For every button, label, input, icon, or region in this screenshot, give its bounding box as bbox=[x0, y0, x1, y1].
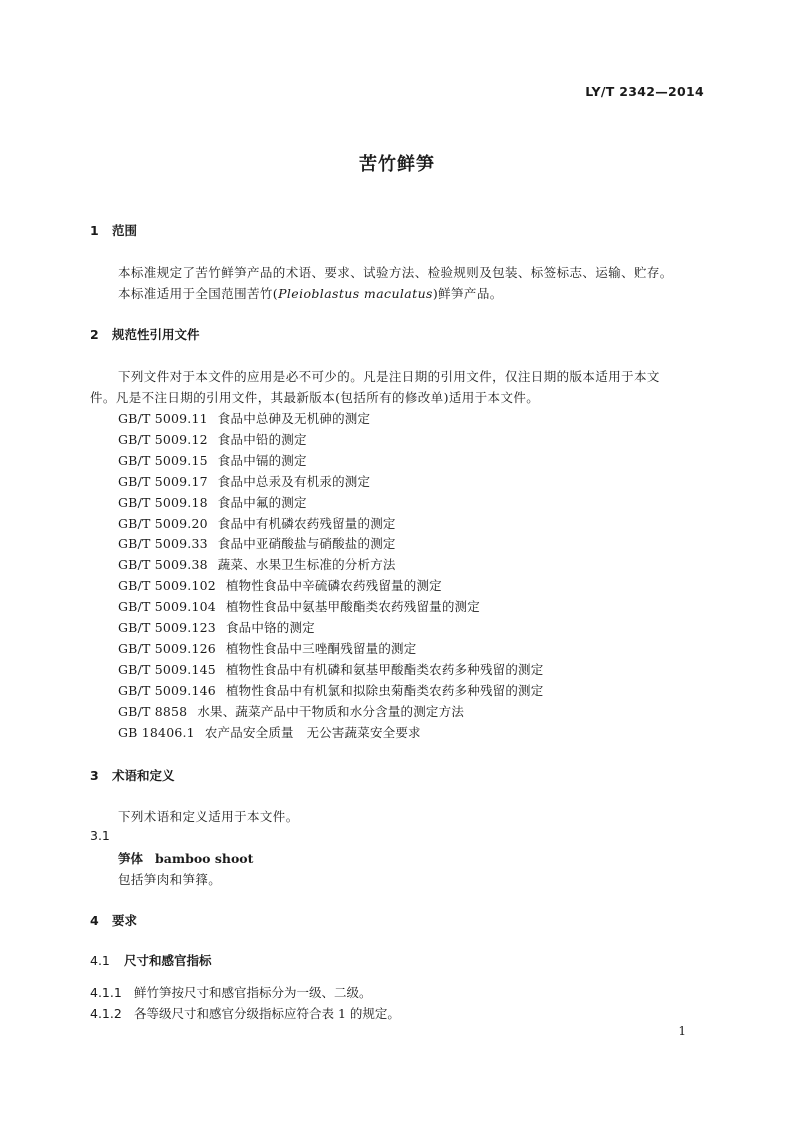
references-intro-line-1: 下列文件对于本文件的应用是必不可少的。凡是注日期的引用文件，仅注日期的版本适用于本文 bbox=[118, 369, 660, 384]
reference-item bbox=[118, 576, 442, 594]
reference-code: GB/T 5009.12 bbox=[118, 431, 208, 447]
reference-code: GB/T 5009.17 bbox=[118, 473, 208, 489]
reference-item bbox=[118, 430, 307, 448]
subsection-title: 尺寸和感官指标 bbox=[124, 953, 212, 968]
scope-text-pre: 本标准适用于全国范围苦竹( bbox=[118, 286, 279, 301]
section-number: 3 bbox=[90, 768, 99, 783]
term-english: bamboo shoot bbox=[155, 851, 254, 866]
reference-item bbox=[118, 681, 543, 699]
reference-title: 食品中总汞及有机汞的测定 bbox=[217, 473, 371, 489]
section-4-heading bbox=[90, 911, 137, 929]
reference-item bbox=[118, 597, 480, 615]
term-number: 3.1 bbox=[90, 828, 110, 843]
reference-title: 食品中总砷及无机砷的测定 bbox=[217, 411, 371, 426]
scope-paragraph-2 bbox=[118, 284, 503, 302]
section-number: 4 bbox=[90, 913, 99, 928]
subsection-4-1-heading bbox=[90, 951, 212, 969]
scope-text-post: )鲜笋产品。 bbox=[432, 286, 503, 301]
clause-number: 4.1.2 bbox=[90, 1006, 122, 1021]
subsection-number: 4.1 bbox=[90, 953, 110, 968]
clause-text: 鲜竹笋按尺寸和感官指标分为一级、二级。 bbox=[134, 985, 372, 1000]
reference-code: GB/T 5009.38 bbox=[118, 557, 208, 573]
page-number: 1 bbox=[678, 1024, 686, 1038]
reference-item bbox=[118, 723, 421, 741]
reference-item bbox=[118, 409, 370, 427]
terms-intro: 下列术语和定义适用于本文件。 bbox=[118, 809, 299, 824]
reference-title: 蔬菜、水果卫生标准的分析方法 bbox=[217, 557, 396, 573]
reference-title: 水果、蔬菜产品中干物质和水分含量的测定方法 bbox=[197, 703, 465, 719]
reference-code: GB/T 5009.145 bbox=[118, 661, 216, 677]
reference-code: GB/T 5009.104 bbox=[118, 599, 216, 615]
reference-title: 植物性食品中有机磷和氨基甲酸酯类农药多种残留的测定 bbox=[225, 661, 544, 677]
scope-paragraph-1: 本标准规定了苦竹鲜笋产品的术语、要求、试验方法、检验规则及包装、标签标志、运输、贮存。 bbox=[118, 265, 673, 280]
section-1-heading bbox=[90, 221, 137, 239]
reference-title: 植物性食品中三唑酮残留量的测定 bbox=[225, 640, 417, 656]
reference-title: 食品中氟的测定 bbox=[217, 494, 307, 510]
reference-title: 食品中有机磷农药残留量的测定 bbox=[217, 515, 396, 531]
reference-code: GB/T 5009.15 bbox=[118, 452, 208, 468]
section-number: 2 bbox=[90, 327, 99, 342]
standard-number: LY/T 2342—2014 bbox=[585, 84, 704, 99]
reference-title: 食品中亚硝酸盐与硝酸盐的测定 bbox=[217, 536, 396, 552]
reference-code: GB/T 5009.11 bbox=[118, 411, 208, 426]
section-3-heading bbox=[90, 766, 175, 784]
clause-4-1-2 bbox=[90, 1004, 400, 1022]
reference-code: GB/T 5009.20 bbox=[118, 515, 208, 531]
reference-item bbox=[118, 639, 416, 657]
reference-item bbox=[118, 555, 396, 573]
section-title: 规范性引用文件 bbox=[112, 327, 200, 342]
section-title: 要求 bbox=[112, 913, 138, 928]
term-chinese: 笋体 bbox=[118, 851, 144, 866]
clause-number: 4.1.1 bbox=[90, 985, 122, 1000]
section-title: 范围 bbox=[112, 223, 138, 238]
references-intro-line-2: 件。凡是不注日期的引用文件，其最新版本(包括所有的修改单)适用于本文件。 bbox=[90, 390, 540, 405]
reference-code: GB/T 5009.18 bbox=[118, 494, 208, 510]
reference-title: 食品中铅的测定 bbox=[217, 431, 307, 447]
term-definition: 包括笋肉和笋箨。 bbox=[118, 872, 222, 887]
reference-code: GB/T 5009.102 bbox=[118, 578, 216, 594]
reference-title: 农产品安全质量 无公害蔬菜安全要求 bbox=[204, 724, 421, 740]
section-title: 术语和定义 bbox=[112, 768, 175, 783]
reference-title: 植物性食品中氨基甲酸酯类农药残留量的测定 bbox=[225, 599, 480, 615]
reference-item bbox=[118, 702, 464, 720]
reference-item bbox=[118, 493, 307, 511]
latin-name: Pleioblastus maculatus bbox=[278, 286, 433, 301]
reference-item bbox=[118, 534, 396, 552]
clause-4-1-1 bbox=[90, 983, 372, 1001]
section-number: 1 bbox=[90, 223, 99, 238]
reference-code: GB/T 5009.126 bbox=[118, 640, 216, 656]
reference-code: GB 18406.1 bbox=[118, 724, 195, 740]
reference-title: 植物性食品中辛硫磷农药残留量的测定 bbox=[225, 578, 442, 594]
reference-item bbox=[118, 514, 396, 532]
clause-text: 各等级尺寸和感官分级指标应符合表 1 的规定。 bbox=[134, 1006, 400, 1021]
reference-title: 食品中铬的测定 bbox=[225, 620, 315, 635]
document-title: 苦竹鲜笋 bbox=[359, 154, 435, 175]
reference-item bbox=[118, 472, 370, 490]
term-entry bbox=[118, 849, 253, 867]
reference-item bbox=[118, 660, 543, 678]
reference-item bbox=[118, 451, 307, 469]
section-2-heading bbox=[90, 325, 200, 343]
reference-code: GB/T 8858 bbox=[118, 703, 188, 719]
reference-code: GB/T 5009.33 bbox=[118, 536, 208, 552]
reference-title: 食品中镉的测定 bbox=[217, 452, 307, 468]
reference-title: 植物性食品中有机氯和拟除虫菊酯类农药多种残留的测定 bbox=[225, 682, 544, 698]
reference-code: GB/T 5009.123 bbox=[118, 620, 216, 635]
reference-code: GB/T 5009.146 bbox=[118, 682, 216, 698]
reference-item bbox=[118, 618, 315, 636]
